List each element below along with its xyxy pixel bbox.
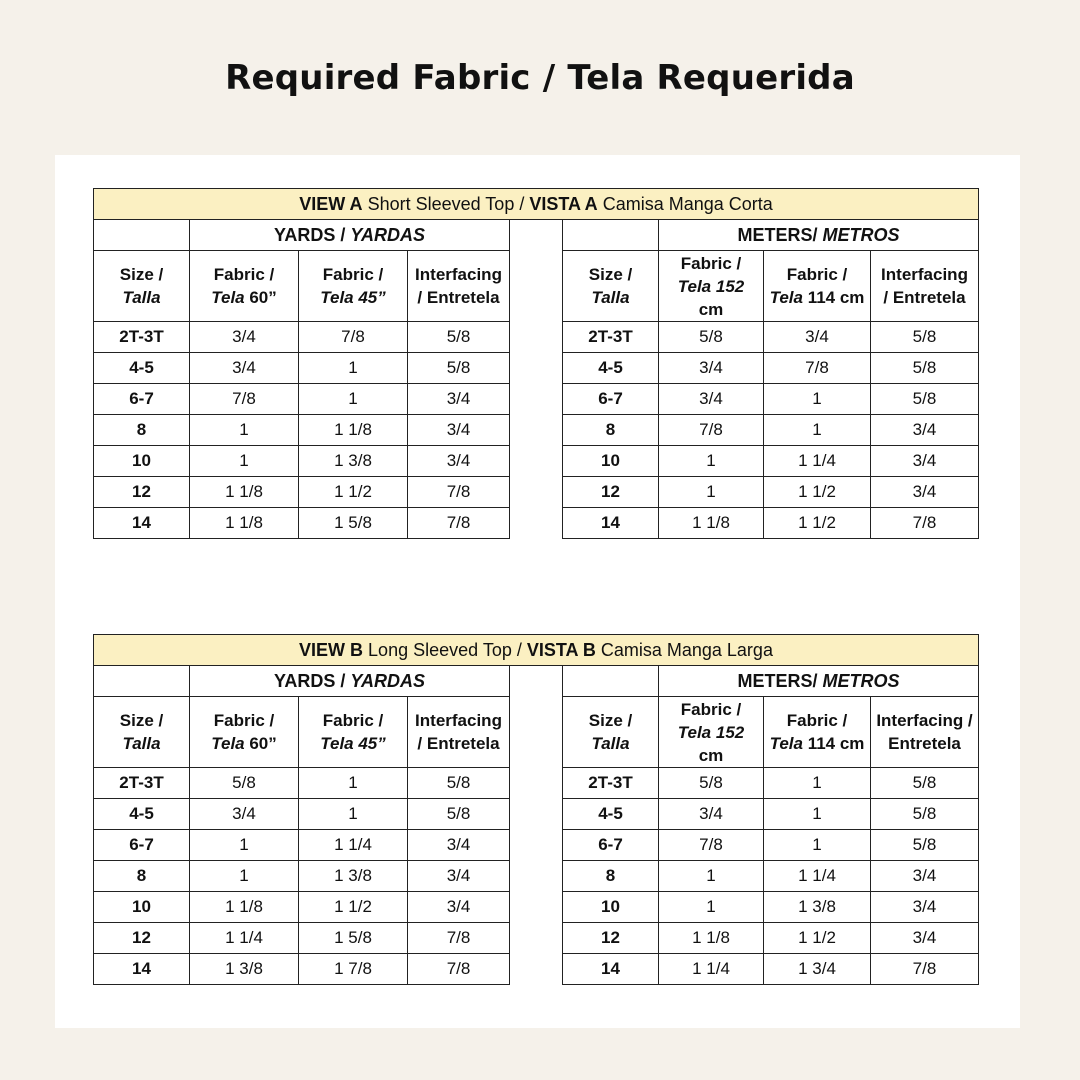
value-cell: 1	[299, 353, 408, 384]
header-fabric-es: Tela 152	[677, 722, 745, 742]
view-label-es: VISTA B	[526, 640, 596, 660]
view-name-es: Camisa Manga Larga	[595, 640, 773, 660]
size-cell: 14	[563, 954, 659, 985]
meters-group-header	[659, 220, 979, 251]
header-size-es: Talla	[122, 288, 161, 307]
meters-group-header	[659, 666, 979, 697]
value-cell: 1 5/8	[299, 923, 408, 954]
size-cell: 10	[94, 446, 190, 477]
value-cell: 5/8	[408, 799, 510, 830]
table-row	[563, 446, 979, 477]
header-fabric-unit: cm	[698, 745, 724, 765]
value-cell: 3/4	[408, 892, 510, 923]
value-cell: 3/4	[764, 322, 871, 353]
header-interfacing-line2: Entretela	[888, 734, 961, 753]
value-cell: 1 7/8	[299, 954, 408, 985]
value-cell: 3/4	[871, 415, 979, 446]
header-fabric-en: Fabric /	[680, 699, 742, 719]
value-cell: 1	[659, 477, 764, 508]
view-label-en: VIEW B	[299, 640, 364, 660]
value-cell: 3/4	[871, 446, 979, 477]
group-label-es: YARDAS	[350, 224, 426, 245]
table-row	[563, 508, 979, 539]
table-row	[94, 830, 510, 861]
header-fabric-es: Tela	[769, 734, 803, 753]
header-fabric-en: Fabric /	[322, 265, 384, 284]
header-fabric2	[764, 697, 871, 768]
value-cell: 1	[299, 384, 408, 415]
value-cell: 3/4	[408, 861, 510, 892]
header-interfacing-line2: / Entretela	[883, 288, 966, 307]
table-row	[563, 415, 979, 446]
size-cell: 12	[94, 477, 190, 508]
value-cell: 3/4	[408, 384, 510, 415]
size-cell: 10	[94, 892, 190, 923]
meters-table	[562, 219, 979, 539]
group-label-es: YARDAS	[350, 670, 426, 691]
header-fabric-es: Tela 45”	[320, 734, 386, 753]
header-size-en: Size /	[588, 711, 633, 730]
value-cell: 7/8	[871, 954, 979, 985]
value-cell: 1	[659, 861, 764, 892]
size-cell: 2T-3T	[563, 322, 659, 353]
header-size-en: Size /	[119, 265, 164, 284]
yards-table	[93, 219, 510, 539]
value-cell: 1	[659, 446, 764, 477]
table-row	[563, 768, 979, 799]
table-row	[94, 384, 510, 415]
value-cell: 1 1/4	[190, 923, 299, 954]
group-label-en: YARDS /	[273, 224, 351, 245]
value-cell: 1 1/8	[659, 508, 764, 539]
view-name-es: Camisa Manga Corta	[597, 194, 773, 214]
size-cell: 6-7	[563, 384, 659, 415]
value-cell: 3/4	[190, 322, 299, 353]
value-cell: 5/8	[190, 768, 299, 799]
header-size-es: Talla	[122, 734, 161, 753]
table-row	[94, 477, 510, 508]
header-fabric-es: Tela	[211, 734, 245, 753]
value-cell: 7/8	[871, 508, 979, 539]
size-cell: 6-7	[94, 384, 190, 415]
header-fabric-unit: cm	[698, 299, 724, 319]
table-row	[563, 830, 979, 861]
value-cell: 7/8	[408, 477, 510, 508]
value-cell: 1	[764, 384, 871, 415]
value-cell: 1 1/2	[299, 477, 408, 508]
value-cell: 1 1/2	[764, 477, 871, 508]
header-fabric-es: Tela	[211, 288, 245, 307]
value-cell: 7/8	[764, 353, 871, 384]
header-interfacing-line2: / Entretela	[417, 288, 500, 307]
size-cell: 14	[94, 954, 190, 985]
size-cell: 2T-3T	[563, 768, 659, 799]
header-interfacing-line2: / Entretela	[417, 734, 500, 753]
table-row	[94, 446, 510, 477]
value-cell: 1 5/8	[299, 508, 408, 539]
table-row	[94, 892, 510, 923]
header-fabric2	[764, 251, 871, 322]
value-cell: 1 1/4	[659, 954, 764, 985]
size-cell: 8	[94, 415, 190, 446]
header-fabric1	[190, 697, 299, 768]
value-cell: 7/8	[408, 923, 510, 954]
header-fabric2	[299, 697, 408, 768]
value-cell: 1	[190, 830, 299, 861]
header-fabric-es: Tela 45”	[320, 288, 386, 307]
group-label-en: METERS/	[737, 224, 823, 245]
value-cell: 1 3/8	[190, 954, 299, 985]
view-label-es: VISTA A	[529, 194, 598, 214]
header-size-en: Size /	[588, 265, 633, 284]
value-cell: 5/8	[871, 322, 979, 353]
blank-cell	[563, 220, 659, 251]
table-row	[94, 353, 510, 384]
size-cell: 6-7	[94, 830, 190, 861]
size-cell: 2T-3T	[94, 322, 190, 353]
table-row	[94, 861, 510, 892]
header-fabric-width: 60”	[244, 734, 277, 753]
table-row	[94, 508, 510, 539]
value-cell: 1 1/4	[764, 446, 871, 477]
yards-group-header	[190, 666, 510, 697]
value-cell: 1	[764, 415, 871, 446]
value-cell: 5/8	[408, 322, 510, 353]
value-cell: 3/4	[190, 353, 299, 384]
value-cell: 1	[299, 768, 408, 799]
value-cell: 1 1/8	[190, 508, 299, 539]
size-cell: 14	[563, 508, 659, 539]
value-cell: 1	[764, 830, 871, 861]
header-fabric-width: 114 cm	[802, 734, 865, 753]
table-row	[94, 954, 510, 985]
value-cell: 5/8	[408, 353, 510, 384]
header-size-es: Talla	[591, 288, 630, 307]
view-banner	[93, 188, 979, 220]
fabric-chart-card	[55, 155, 1020, 1028]
value-cell: 3/4	[659, 799, 764, 830]
size-cell: 8	[563, 415, 659, 446]
header-fabric-es: Tela	[769, 288, 803, 307]
blank-cell	[94, 666, 190, 697]
value-cell: 5/8	[659, 322, 764, 353]
value-cell: 1	[190, 415, 299, 446]
value-cell: 3/4	[408, 830, 510, 861]
value-cell: 5/8	[659, 768, 764, 799]
size-cell: 10	[563, 892, 659, 923]
value-cell: 7/8	[190, 384, 299, 415]
header-fabric-en: Fabric /	[680, 253, 742, 273]
header-interfacing-line1: Interfacing /	[876, 711, 973, 730]
header-interfacing	[871, 251, 979, 322]
value-cell: 3/4	[871, 861, 979, 892]
header-fabric-en: Fabric /	[213, 711, 275, 730]
value-cell: 3/4	[408, 415, 510, 446]
size-cell: 4-5	[94, 353, 190, 384]
table-row	[563, 353, 979, 384]
table-row	[563, 861, 979, 892]
size-cell: 10	[563, 446, 659, 477]
value-cell: 1	[659, 892, 764, 923]
table-row	[563, 923, 979, 954]
header-fabric-es: Tela 152	[677, 276, 745, 296]
table-row	[94, 322, 510, 353]
value-cell: 5/8	[871, 768, 979, 799]
value-cell: 3/4	[871, 477, 979, 508]
value-cell: 5/8	[871, 799, 979, 830]
value-cell: 1	[190, 446, 299, 477]
value-cell: 7/8	[408, 508, 510, 539]
table-row	[563, 892, 979, 923]
value-cell: 5/8	[871, 830, 979, 861]
header-fabric-en: Fabric /	[786, 711, 848, 730]
size-cell: 12	[94, 923, 190, 954]
value-cell: 1 1/2	[764, 923, 871, 954]
size-cell: 12	[563, 477, 659, 508]
header-fabric2	[299, 251, 408, 322]
value-cell: 5/8	[871, 384, 979, 415]
value-cell: 1 1/4	[299, 830, 408, 861]
value-cell: 5/8	[871, 353, 979, 384]
view-name-en: Short Sleeved Top /	[362, 194, 530, 214]
value-cell: 3/4	[659, 384, 764, 415]
table-row	[94, 799, 510, 830]
header-fabric1	[659, 697, 764, 768]
yards-group-header	[190, 220, 510, 251]
value-cell: 1 1/8	[190, 477, 299, 508]
view-banner	[93, 634, 979, 666]
size-cell: 4-5	[94, 799, 190, 830]
header-size	[94, 251, 190, 322]
header-fabric-en: Fabric /	[213, 265, 275, 284]
header-interfacing	[408, 251, 510, 322]
page-title: Required Fabric / Tela Requerida	[225, 58, 855, 98]
size-cell: 4-5	[563, 799, 659, 830]
table-row	[563, 384, 979, 415]
header-size-en: Size /	[119, 711, 164, 730]
value-cell: 1 1/8	[659, 923, 764, 954]
table-row	[563, 799, 979, 830]
value-cell: 1	[764, 768, 871, 799]
header-fabric1	[659, 251, 764, 322]
value-cell: 1 1/8	[190, 892, 299, 923]
group-label-en: YARDS /	[273, 670, 351, 691]
header-interfacing	[871, 697, 979, 768]
header-fabric-width: 114 cm	[802, 288, 865, 307]
blank-cell	[94, 220, 190, 251]
size-cell: 8	[94, 861, 190, 892]
group-label-es: METROS	[822, 224, 900, 245]
table-row	[563, 322, 979, 353]
yards-table	[93, 665, 510, 985]
size-cell: 12	[563, 923, 659, 954]
value-cell: 1 1/2	[299, 892, 408, 923]
size-cell: 14	[94, 508, 190, 539]
value-cell: 7/8	[408, 954, 510, 985]
value-cell: 3/4	[408, 446, 510, 477]
table-row	[94, 415, 510, 446]
header-fabric-width: 60”	[244, 288, 277, 307]
table-row	[94, 923, 510, 954]
value-cell: 7/8	[659, 830, 764, 861]
meters-table	[562, 665, 979, 985]
value-cell: 1 1/2	[764, 508, 871, 539]
value-cell: 5/8	[408, 768, 510, 799]
table-row	[94, 768, 510, 799]
size-cell: 6-7	[563, 830, 659, 861]
value-cell: 3/4	[871, 923, 979, 954]
header-fabric1	[190, 251, 299, 322]
value-cell: 1	[764, 799, 871, 830]
value-cell: 3/4	[871, 892, 979, 923]
header-interfacing-line1: Interfacing	[415, 265, 502, 284]
header-size	[563, 697, 659, 768]
header-size	[563, 251, 659, 322]
value-cell: 1 1/8	[299, 415, 408, 446]
value-cell: 3/4	[659, 353, 764, 384]
value-cell: 7/8	[299, 322, 408, 353]
size-cell: 4-5	[563, 353, 659, 384]
value-cell: 1 3/8	[764, 892, 871, 923]
header-fabric-en: Fabric /	[786, 265, 848, 284]
header-fabric-en: Fabric /	[322, 711, 384, 730]
group-label-es: METROS	[822, 670, 900, 691]
value-cell: 1 1/4	[764, 861, 871, 892]
header-interfacing-line1: Interfacing	[881, 265, 968, 284]
value-cell: 3/4	[190, 799, 299, 830]
header-interfacing	[408, 697, 510, 768]
size-cell: 8	[563, 861, 659, 892]
table-row	[563, 477, 979, 508]
value-cell: 1 3/8	[299, 861, 408, 892]
value-cell: 1	[190, 861, 299, 892]
value-cell: 1 3/8	[299, 446, 408, 477]
value-cell: 1 3/4	[764, 954, 871, 985]
value-cell: 1	[299, 799, 408, 830]
header-interfacing-line1: Interfacing	[415, 711, 502, 730]
header-size-es: Talla	[591, 734, 630, 753]
view-label-en: VIEW A	[299, 194, 363, 214]
value-cell: 7/8	[659, 415, 764, 446]
size-cell: 2T-3T	[94, 768, 190, 799]
header-size	[94, 697, 190, 768]
blank-cell	[563, 666, 659, 697]
view-name-en: Long Sleeved Top /	[363, 640, 527, 660]
group-label-en: METERS/	[737, 670, 823, 691]
table-row	[563, 954, 979, 985]
